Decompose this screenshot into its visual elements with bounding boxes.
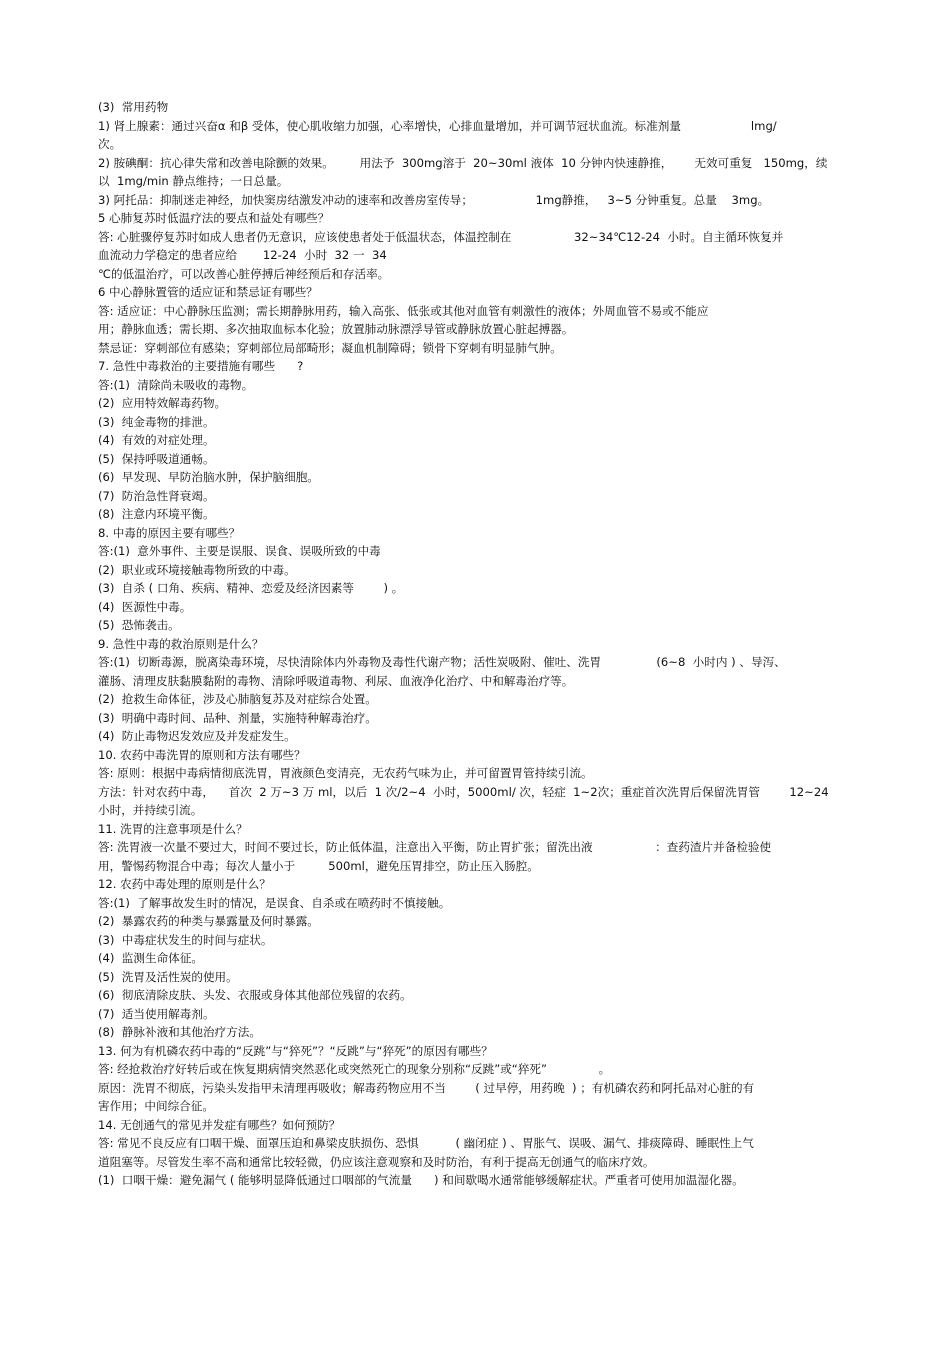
text-line: (3) 中毒症状发生的时间与症状。 [98,932,273,947]
text-line: 2) 胺碘酮：抗心律失常和改善电除颤的效果。 用法予 300mg溶于 20~30ml 液体 10 分钟内快速静推， 无效可重复 150mg，续 [98,155,828,170]
text-line: 灌肠、清理皮肤黏膜黏附的毒物、清除呼吸道毒物、利尿、血液净化治疗、中和解毒治疗等。 [98,673,574,688]
text-line: 答: 适应证：中心静脉压监测；需长期静脉用药，输入高张、低张或其他对血管有刺激性的液体；外周血管不易或不能应 [98,303,709,318]
text-line: (3) 自杀 ( 口角、疾病、精神、恋爱及经济因素等 ) 。 [98,581,404,595]
text-line: 13. 何为有机磷农药中毒的“反跳”与“猝死”？“反跳”与“猝死”的原因有哪些？ [98,1043,493,1058]
text-line: (2) 抢救生命体征，涉及心肺脑复苏及对症综合处置。 [98,692,377,706]
text-line: 原因：洗胃不彻底，污染头发指甲未清理再吸收；解毒药物应用不当 ( 过早停，用药晚 ) ；有机磷农药和阿托品对心脏的有 [98,1080,755,1095]
document-page [98,98,858,1190]
text-line: 11. 洗胃的注意事项是什么？ [98,821,248,836]
text-line: 7. 急性中毒救治的主要措施有哪些 ? [98,359,304,373]
text-line: (5) 恐怖袭击。 [98,618,180,632]
text-line: (2) 职业或环境接触毒物所致的中毒。 [98,562,296,577]
text-line: (5) 洗胃及活性炭的使用。 [98,969,238,984]
text-line: (3) 常用药物 [98,100,169,114]
text-line: (4) 有效的对症处理。 [98,433,215,447]
text-line: 小时，并持续引流。 [98,803,203,817]
text-line: 害作用；中间综合征。 [98,1099,214,1113]
text-line: 答: 心脏骤停复苏时如成人患者仍无意识，应该使患者处于低温状态，体温控制在 32~34℃12-24 小时。自主循环恢复并 [98,229,784,244]
text-line: 用；静脉血透；需长期、多次抽取血标本化验；放置肺动脉漂浮导管或静脉放置心脏起搏器。 [98,322,574,336]
text-line: 方法：针对农药中毒， 首次 2 万~3 万 ml，以后 1 次/2~4 小时，5000ml/ 次，轻症 1~2次；重症首次洗胃后保留洗胃管 12~24 [98,784,829,799]
text-line: (7) 防治急性肾衰竭。 [98,488,215,503]
text-line: (1) 口咽干燥：避免漏气 ( 能够明显降低通过口咽部的气流量 ) 和间歇喝水通常能够缓解症状。严重者可使用加温湿化器。 [98,1173,744,1187]
text-line: 8. 中毒的原因主要有哪些？ [98,525,241,540]
text-line: (3) 纯金毒物的排泄。 [98,414,215,429]
text-line: (3) 明确中毒时间、品种、剂量，实施特种解毒治疗。 [98,710,377,725]
text-line: 12. 农药中毒处理的原则是什么？ [98,877,271,891]
text-line: (4) 监测生命体征。 [98,951,203,965]
text-line: 禁忌证：穿刺部位有感染；穿刺部位局部畸形；凝血机制障碍；锁骨下穿刺有明显肺气肿。 [98,340,562,355]
text-line: 答: 经抢救治疗好转后或在恢复期病情突然恶化或突然死亡的现象分别称“反跳”或“猝死” 。 [98,1062,611,1076]
text-line: 血流动力学稳定的患者应给 12-24 小时 32 一 34 [98,248,387,262]
text-line: 以 1mg/min 静点维持；一日总量。 [98,174,289,188]
text-line: 6 中心静脉置管的适应证和禁忌证有哪些？ [98,285,318,299]
text-line: 5 心肺复苏时低温疗法的要点和益处有哪些？ [98,211,330,225]
text-line: (7) 适当使用解毒剂。 [98,1006,215,1021]
text-line: (6) 早发现、早防治脑水肿，保护脑细胞。 [98,470,319,484]
text-line: 10. 农药中毒洗胃的原则和方法有哪些？ [98,747,306,762]
text-line: (8) 静脉补液和其他治疗方法。 [98,1025,261,1039]
text-line: (2) 应用特效解毒药物。 [98,396,227,410]
text-line: 1) 肾上腺素：通过兴奋α 和β 受体，使心肌收缩力加强，心率增快，心排血量增加，并可调节冠状血流。标准剂量 lmg/ [98,118,777,133]
text-line: 3) 阿托品：抑制迷走神经，加快窦房结激发冲动的速率和改善房室传导； 1mg静推， 3~5 分钟重复。总量 3mg。 [98,192,770,207]
text-line: 答: 洗胃液一次量不要过大，时间不要过长，防止低体温，注意出入平衡，防止胃扩张；留洗出液 ：查药渣片并备检验使 [98,840,772,854]
text-line: (6) 彻底清除皮肤、头发、衣服或身体其他部位残留的农药。 [98,988,412,1002]
text-line: ℃的低温治疗，可以改善心脏停搏后神经预后和存活率。 [98,266,390,281]
text-line: (2) 暴露农药的种类与暴露量及何时暴露。 [98,914,319,928]
text-line: 答:(1) 意外事件、主要是误服、误食、误吸所致的中毒 [98,544,381,558]
text-line: 道阻塞等。尽管发生率不高和通常比较轻微，仍应该注意观察和及时防治，有利于提高无创通气的临床疗效。 [98,1154,655,1169]
text-line: 用，警惕药物混合中毒；每次人量小于 500ml，避免压胃排空，防止压入肠腔。 [98,858,539,873]
text-line: (4) 医源性中毒。 [98,599,192,614]
text-line: 答:(1) 了解事故发生时的情况，是误食、自杀或在喷药时不慎接触。 [98,895,451,910]
text-line: 9. 急性中毒的救治原则是什么？ [98,636,264,651]
text-line: 14. 无创通气的常见并发症有哪些？如何预防？ [98,1117,341,1132]
text-line: 答:(1) 清除尚未吸收的毒物。 [98,377,254,392]
text-line: (4) 防止毒物迟发效应及并发症发生。 [98,729,296,743]
text-line: 次。 [98,137,122,151]
text-line: 答: 常见不良反应有口咽干燥、面罩压迫和鼻梁皮肤损伤、恐惧 ( 幽闭症 ) 、胃胀气、误吸、漏气、排痰障碍、睡眠性上气 [98,1136,754,1150]
text-line: 答: 原则：根据中毒病情彻底洗胃，胃液颜色变清亮，无农药气味为止，并可留置胃管持续引流。 [98,766,593,780]
text-line: 答:(1) 切断毒源，脱离染毒环境，尽快清除体内外毒物及毒性代谢产物；活性炭吸附、催吐、洗胃 (6~8 小时内 ) 、导泻、 [98,655,786,669]
text-line: (5) 保持呼吸道通畅。 [98,451,215,466]
text-line: (8) 注意内环境平衡。 [98,507,215,521]
